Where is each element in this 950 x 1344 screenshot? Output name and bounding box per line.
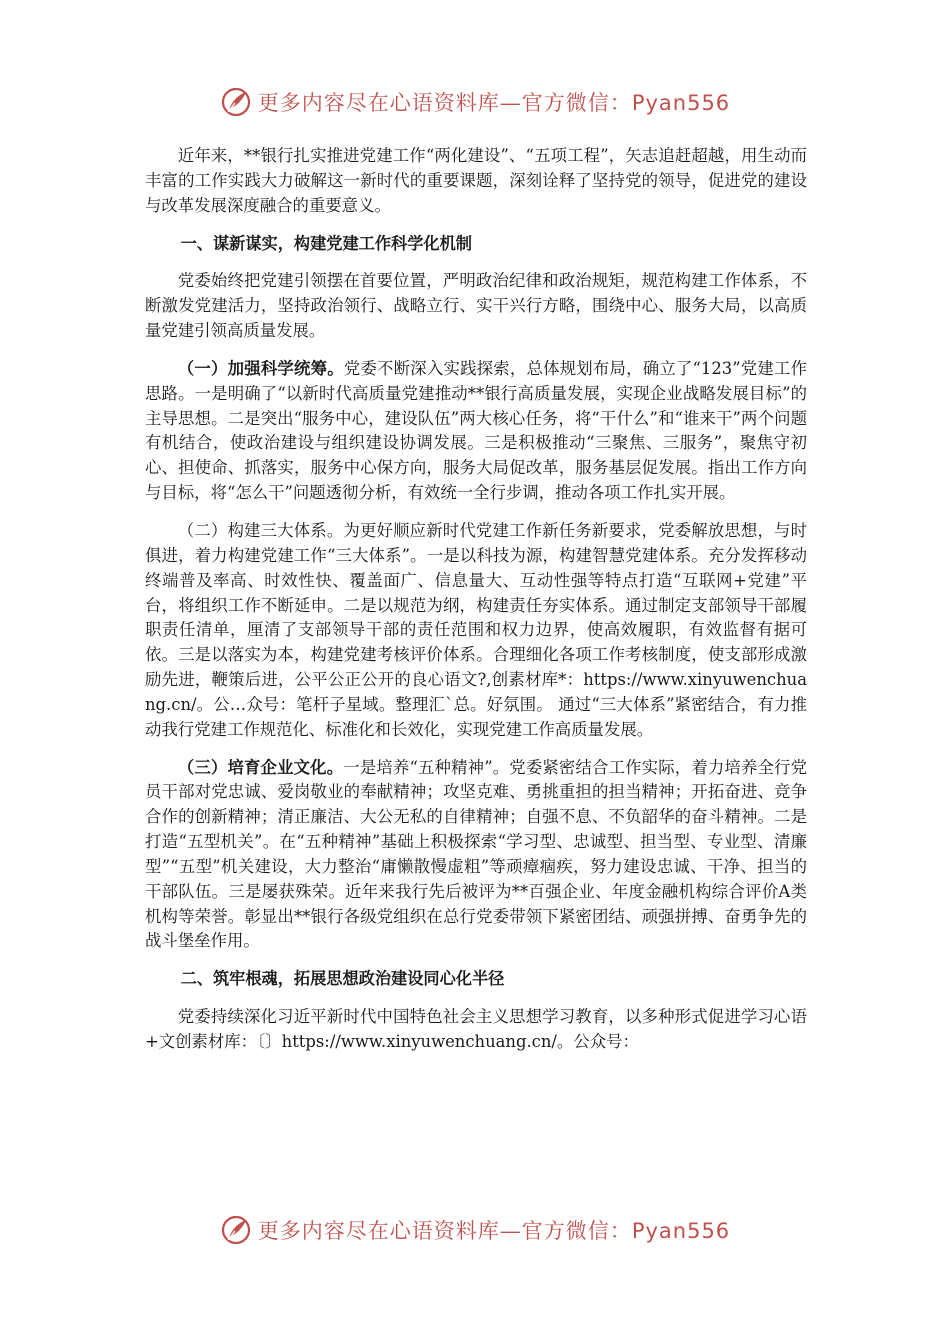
subsection-3-paragraph: （三）培育企业文化。一是培养“五种精神”。党委紧密结合工作实际，着力培养全行党员干部对党忠诚、爱岗敬业的奉献精神；攻坚克难、勇挑重担的担当精神；开拓奋进、竞争合作的创新精神；清正廉洁、大公无私的自律精神；自强不息、不负韶华的奋斗精神。二是打造“五型机关”。在“五种精神”基础上积极探索“学习型、忠诚型、担当型、专业型、清廉型”“五型”机关建设，大力整治“庸懒散慢虚粗”等顽瘴痼疾，努力建设忠诚、干净、担当的干部队伍。三是屡获殊荣。近年来我行先后被评为**百强企业、年度金融机构综合评价A类机构等荣誉。彰显出**银行各级党组织在总行党委带领下紧密团结、顽强拼搏、奋勇争先的战斗堡垒作用。 <box>145 757 807 951</box>
header-banner <box>0 80 950 124</box>
subsection-3-title: （三）培育企业文化。 <box>177 757 344 777</box>
footer-banner <box>0 1208 950 1252</box>
intro-paragraph: 近年来，**银行扎实推进党建工作“两化建设”、“五项工程”，矢志追赶超越，用生动而丰富的工作实践大力破解这一新时代的重要课题，深刻诠释了坚持党的领导，促进党的建设与改革发展深度融合的重要意义。 <box>145 146 807 215</box>
section-heading-1: 一、谋新谋实，构建党建工作科学化机制 <box>180 233 472 253</box>
subsection-1-title: （一）加强科学统筹。 <box>177 358 344 378</box>
feather-pen-icon <box>220 86 252 118</box>
feather-pen-icon <box>220 1214 252 1246</box>
subsection-2-paragraph: （二）构建三大体系。为更好顺应新时代党建工作新任务新要求，党委解放思想，与时俱进，着力构建党建工作“三大体系”。一是以科技为源，构建智慧党建体系。充分发挥移动终端普及率高、时效性快、覆盖面广、信息量大、互动性强等特点打造“互联网+党建”平台，将组织工作不断延申。二是以规范为纲，构建责任夯实体系。通过制定支部领导干部履职责任清单，厘清了支部领导干部的责任范围和权力边界，使高效履职，有效监督有据可依。三是以落实为本，构建党建考核评价体系。合理细化各项工作考核制度，使支部形成激励先进，鞭策后进，公平公正公开的良心语文?,创素材库*：https://www.xinyuwenchuang.cn/。公…众号：笔杆子星域。整理汇`总。好氛围。 通过“三大体系”紧密结合，有力推动我行党建工作规范化、标准化和长效化，实现党建工作高质量发展。 <box>145 520 807 739</box>
banner-text: 更多内容尽在心语资料库—官方微信：Pyan556 <box>257 1219 731 1243</box>
section-heading-2: 二、筑牢根魂，拓展思想政治建设同心化半径 <box>180 969 505 989</box>
banner-text: 更多内容尽在心语资料库—官方微信：Pyan556 <box>257 91 731 115</box>
document-body <box>145 144 807 1068</box>
section-2-intro: 党委持续深化习近平新时代中国特色社会主义思想学习教育，以多种形式促进学习心语+文创素材库：〔〕https://www.xinyuwenchuang.cn/。公众号： <box>145 1007 807 1051</box>
subsection-1-paragraph: （一）加强科学统筹。党委不断深入实践探索，总体规划布局，确立了“123”党建工作思路。一是明确了“以新时代高质量党建推动**银行高质量发展，实现企业战略发展目标”的主导思想。二是突出“服务中心，建设队伍”两大核心任务，将“干什么”和“谁来干”两个问题有机结合，使政治建设与组织建设协调发展。三是积极推动“三聚焦、三服务”，聚焦守初心、担使命、抓落实，服务中心保方向，服务大局促改革，服务基层促发展。指出工作方向与目标，将“怎么干”问题透彻分析，有效统一全行步调，推动各项工作扎实开展。 <box>145 358 807 503</box>
section-1-intro: 党委始终把党建引领摆在首要位置，严明政治纪律和政治规矩，规范构建工作体系，不断激发党建活力，坚持政治领行、战略立行、实干兴行方略，围绕中心、服务大局，以高质量党建引领高质量发展。 <box>145 271 807 341</box>
